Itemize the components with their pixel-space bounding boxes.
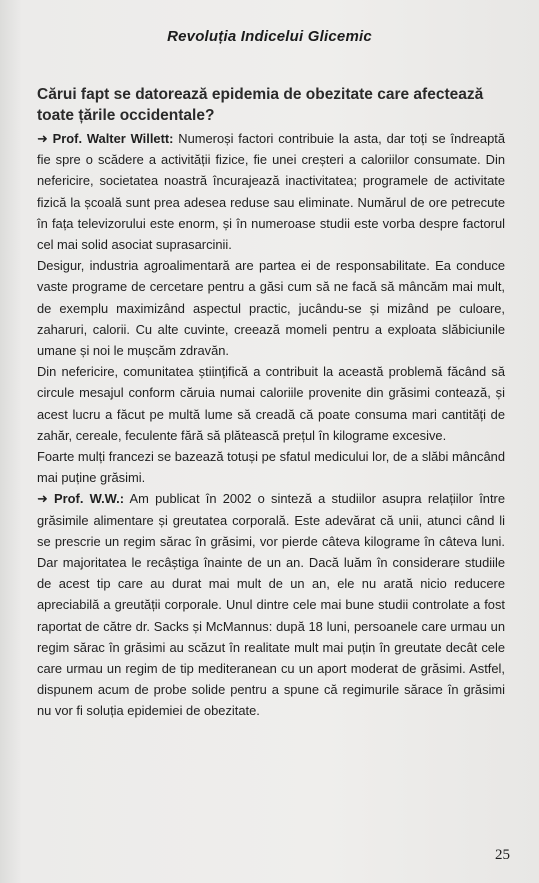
answer-body bbox=[37, 128, 505, 722]
paragraph-text: Am publicat în 2002 o sinteză a studiilor asupra relațiilor între grăsimile alimentare și greutatea corporală. Este adevărat că unii, atunci când li se prescrie un regim sărac în grăsimi, vor pierde câteva kilograme în câteva luni. Dar majoritatea le recâștiga înainte de un an. Dacă luăm în considerare studiile de acest tip care au durat mai mult de un an, ele nu arată nicio reducere apreciabilă a greutății corporale. Unul dintre cele mai bune studii controlate a fost raportat de către dr. Sacks și McMannus: după 18 luni, persoanele care urmau un regim sărac în grăsimi au scăzut în realitate mult mai puțin în greutate decât cele care urmau un regim de tip mediteranean cu un aport moderat de grăsimi. Astfel, dispunem acum de probe solide pentru a spune că regimurile sărace în grăsimi nu vor fi soluția epidemiei de obezitate. bbox=[37, 491, 505, 719]
speaker-label: Prof. W.W.: bbox=[54, 491, 125, 507]
answer-paragraph-5 bbox=[37, 488, 505, 721]
page-number: 25 bbox=[495, 847, 510, 863]
answer-paragraph-4 bbox=[37, 446, 505, 488]
interview-question: Cărui fapt se datorează epidemia de obezitate care afectează toate țările occidentale? bbox=[37, 86, 484, 124]
paragraph-text: Din nefericire, comunitatea științifică a contribuit la această problemă făcând să circule mesajul conform căruia numai caloriile provenite din grăsimi contează, și acest lucru a făcut pe multă lume să creadă că poate consuma mari cantități de zahăr, cereale, feculente fără să plătească prețul în kilograme excesive. bbox=[37, 364, 505, 443]
arrow-icon: ➜ bbox=[37, 131, 48, 146]
running-header: Revoluția Indicelui Glicemic bbox=[167, 28, 372, 45]
answer-paragraph-2 bbox=[37, 255, 505, 361]
paragraph-text: Desigur, industria agroalimentară are partea ei de responsabilitate. Ea conduce vaste programe de cercetare pentru a găsi cum să ne facă să mâncăm mai mult, de exemplu maximizând aspectul practic, jucându-se și mizând pe culoare, zaharuri, calorii. Cu alte cuvinte, creează momeli pentru a exploata slăbiciunile umane și noi le mușcăm zdravăn. bbox=[37, 258, 505, 359]
arrow-icon: ➜ bbox=[37, 491, 48, 507]
answer-paragraph-3 bbox=[37, 361, 505, 446]
answer-paragraph-1 bbox=[37, 128, 505, 255]
paragraph-text: Foarte mulți francezi se bazează totuși pe sfatul medicului lor, de a slăbi mâncând mai puține grăsimi. bbox=[37, 449, 505, 486]
speaker-label: Prof. Walter Willett: bbox=[52, 131, 174, 146]
paragraph-text: Numeroși factori contribuie la asta, dar toți se îndreaptă fie spre o scădere a activității fizice, fie unei creșteri a caloriilor consumate. Din nefericire, societatea noastră încurajează inactivitatea; programele de activitate fizică la școală sunt prea adesea reduse sau eliminate. Numărul de ore petrecute în fața televizorului este enorm, și în numeroase studii este vorba despre factorul cel mai solid asociat suprasarcinii. bbox=[37, 131, 505, 253]
